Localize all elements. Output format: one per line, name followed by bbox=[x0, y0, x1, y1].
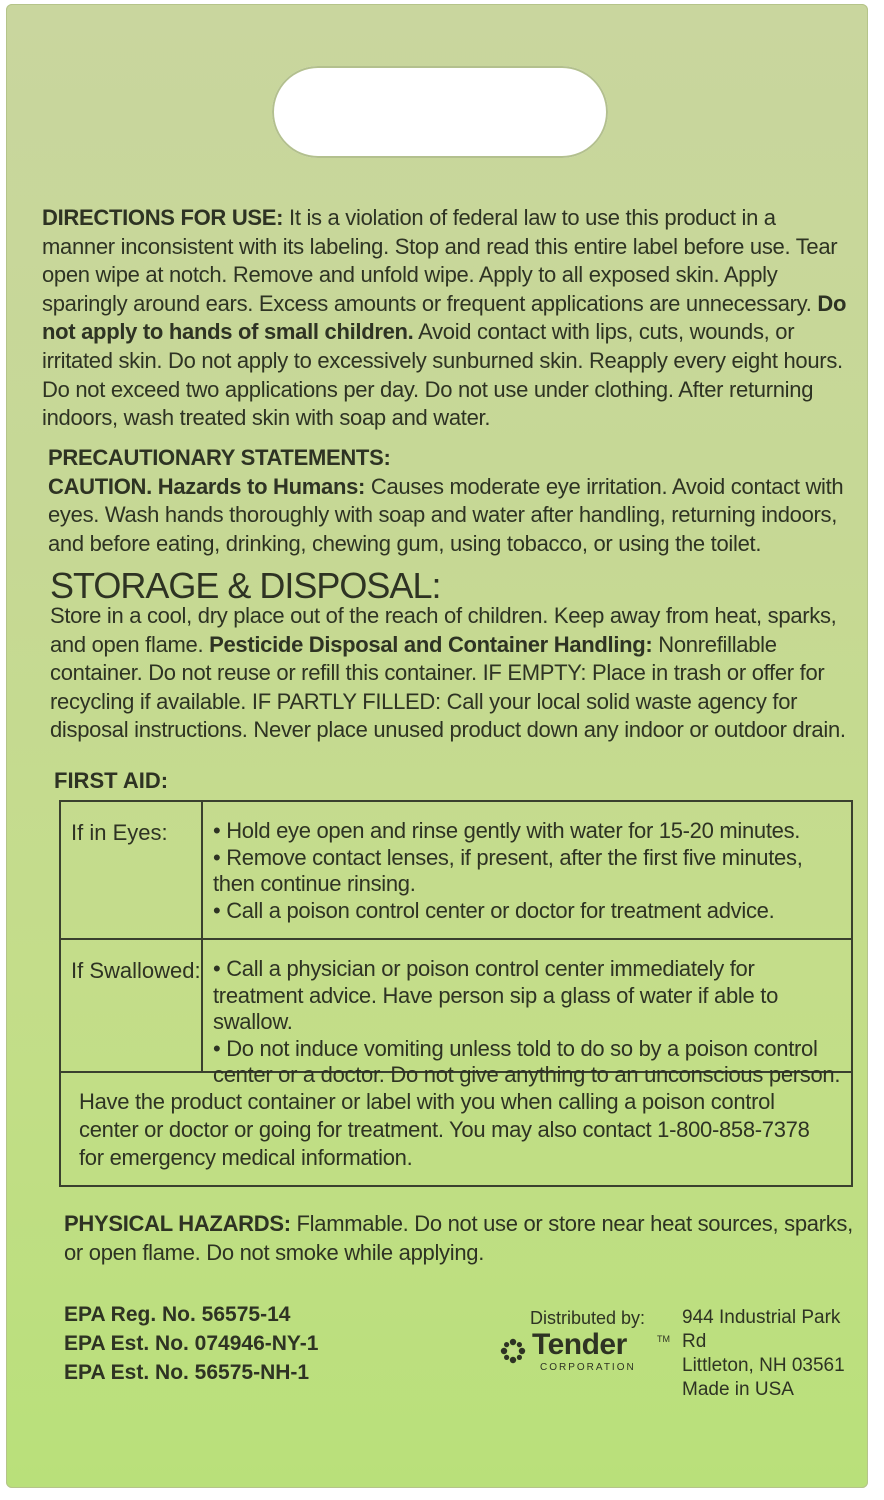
physical-hazards-heading: PHYSICAL HAZARDS: bbox=[64, 1211, 291, 1236]
epa-numbers bbox=[64, 1300, 318, 1387]
storage-text-1: Store in a cool, dry place out of the reach of children. Keep away from heat, sparks, and open flame. bbox=[50, 603, 837, 657]
precautionary-statements bbox=[48, 444, 848, 558]
swallowed-item: • Do not induce vomiting unless told to do so by a poison control center or a doctor. Do not give anything to an unconscious person. bbox=[213, 1036, 843, 1089]
directions-text-1: It is a violation of federal law to use this product in a manner inconsistent with its labeling. Stop and read this entire label before use. Tear open wipe at notch. Remove and unfold wipe. Apply to all exposed skin. Apply sparingly around ears. Excess amounts or frequent applications are unnecessary. bbox=[42, 205, 838, 316]
address-line: Made in USA bbox=[682, 1379, 794, 1400]
physical-hazards-text: Flammable. Do not use or store near heat sources, sparks, or open flame. Do not smoke while applying. bbox=[64, 1211, 853, 1265]
epa-est-number: EPA Est. No. 56575-NH-1 bbox=[64, 1361, 310, 1384]
label-card bbox=[6, 4, 868, 1488]
storage-disposal bbox=[50, 602, 850, 745]
first-aid-heading: FIRST AID: bbox=[54, 768, 169, 793]
physical-hazards bbox=[64, 1210, 864, 1267]
hang-hole bbox=[272, 66, 608, 158]
first-aid-note: Have the product container or label with you when calling a poison control center or doctor or going for treatment. You may also contact 1-800-858-7378 for emergency medical information. bbox=[79, 1089, 810, 1170]
eyes-instructions bbox=[213, 818, 843, 924]
swallowed-item: • Call a physician or poison control center immediately for treatment advice. Have person sip a glass of water if able to swallow. bbox=[213, 956, 843, 1036]
epa-est-number: EPA Est. No. 074946-NY-1 bbox=[64, 1332, 319, 1355]
tender-logo bbox=[498, 1328, 670, 1374]
tender-flower-icon bbox=[498, 1336, 528, 1366]
distributor-address bbox=[682, 1306, 868, 1402]
storage-heading: STORAGE & DISPOSAL: bbox=[50, 565, 441, 606]
directions-for-use bbox=[42, 204, 852, 433]
first-aid-table bbox=[59, 800, 853, 1187]
eyes-item: • Remove contact lenses, if present, after the first five minutes, then continue rinsing. bbox=[213, 845, 843, 898]
eyes-item: • Call a poison control center or doctor for treatment advice. bbox=[213, 898, 843, 925]
precautionary-heading: PRECAUTIONARY STATEMENTS: bbox=[48, 445, 391, 470]
address-line: 944 Industrial Park Rd bbox=[682, 1307, 841, 1352]
caution-label: CAUTION. Hazards to Humans: bbox=[48, 473, 366, 499]
directions-heading: DIRECTIONS FOR USE: bbox=[42, 205, 284, 230]
storage-text-2: Nonrefillable container. Do not reuse or refill this container. IF EMPTY: Place in trash or offer for recycling if available. IF PARTLY FILLED: Call your local solid waste agency for disposal instructions. Never place unused product down any indoor or outdoor drain. bbox=[50, 631, 846, 743]
first-aid-row-eyes bbox=[61, 802, 851, 940]
eyes-item: • Hold eye open and rinse gently with water for 15-20 minutes. bbox=[213, 818, 843, 845]
trademark-symbol: TM bbox=[657, 1334, 670, 1344]
directions-bold-warning: Do not apply to hands of small children. bbox=[42, 290, 847, 345]
tender-wordmark: Tender bbox=[532, 1328, 627, 1361]
eyes-label: If in Eyes: bbox=[61, 802, 203, 938]
swallowed-instructions bbox=[213, 956, 843, 1089]
first-aid-row-swallowed bbox=[61, 940, 851, 1087]
directions-text-2: Avoid contact with lips, cuts, wounds, or irritated skin. Do not apply to excessively sunburned skin. Reapply every eight hours. Do not exceed two applications per day. Do not use under clothing. After returning indoors, wash treated skin with soap and water. bbox=[42, 319, 843, 431]
address-line: Littleton, NH 03561 bbox=[682, 1355, 845, 1376]
tender-corporation-text: CORPORATION bbox=[540, 1362, 636, 1373]
disposal-bold: Pesticide Disposal and Container Handling: bbox=[209, 631, 653, 657]
swallowed-label: If Swallowed: bbox=[61, 940, 203, 1071]
distributed-by-label: Distributed by: bbox=[530, 1308, 646, 1328]
precautionary-text: Causes moderate eye irritation. Avoid contact with eyes. Wash hands thoroughly with soap and water after handling, returning indoors, and before eating, drinking, chewing gum, using tobacco, or using the toilet. bbox=[48, 473, 844, 556]
epa-reg-number: EPA Reg. No. 56575-14 bbox=[64, 1303, 291, 1326]
